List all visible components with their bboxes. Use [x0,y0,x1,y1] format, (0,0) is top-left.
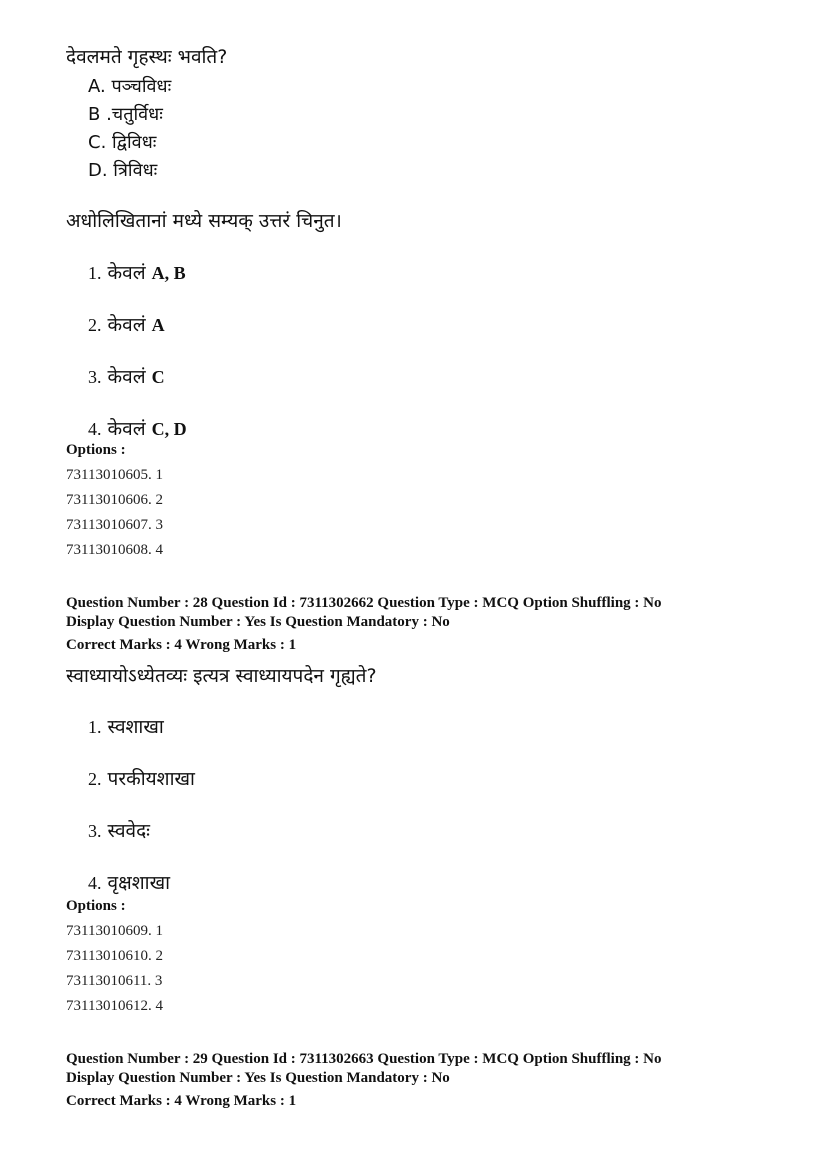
answer-number: 1. [88,263,102,283]
answer-number: 3. [88,367,102,387]
q27-instruction: अधोलिखितानां मध्ये सम्यक् उत्तरं चिनुत। [66,210,342,232]
answer-number: 1. [88,717,102,737]
answer-number: 2. [88,769,102,789]
q27-answer-3 [88,363,165,389]
q27-answer-4 [88,415,187,441]
q28-meta-line-2: Display Question Number : Yes Is Question Mandatory : No [66,614,450,630]
q28-answer-3 [88,817,150,843]
q27-sub-option-c: C. द्विविधः [88,132,157,153]
answer-text: स्वशाखा [107,716,164,738]
q27-question: देवलमते गृहस्थः भवति? [66,46,228,68]
answer-number: 4. [88,419,102,439]
answer-letters: A [151,315,165,335]
q28-option-id-1: 73113010609. 1 [66,923,163,939]
answer-number: 3. [88,821,102,841]
q27-sub-option-a: A. पञ्चविधः [88,76,172,97]
answer-letters: C [151,367,165,387]
q27-option-id-3: 73113010607. 3 [66,517,163,533]
q28-option-id-4: 73113010612. 4 [66,998,163,1014]
answer-letters: A, B [151,263,186,283]
q28-option-id-3: 73113010611. 3 [66,973,163,989]
q27-option-id-1: 73113010605. 1 [66,467,163,483]
q27-answer-1 [88,259,186,285]
q27-option-id-2: 73113010606. 2 [66,492,163,508]
q27-sub-option-b: B .चतुर्विधः [88,104,163,125]
answer-letters: C, D [151,419,187,439]
q28-answer-2 [88,765,195,791]
answer-word: केवलं [107,314,146,336]
q28-answer-1 [88,713,164,739]
q27-options-label: Options : [66,442,126,458]
q28-option-id-2: 73113010610. 2 [66,948,163,964]
answer-text: परकीयशाखा [107,768,195,790]
q29-meta-line-2: Display Question Number : Yes Is Question Mandatory : No [66,1070,450,1086]
q28-options-label: Options : [66,898,126,914]
answer-text: वृक्षशाखा [107,872,171,894]
answer-number: 2. [88,315,102,335]
q28-question: स्वाध्यायोऽध्येतव्यः इत्यत्र स्वाध्यायपदेन गृह्यते? [66,665,377,687]
answer-word: केवलं [107,418,146,440]
q27-answer-2 [88,311,165,337]
q27-option-id-4: 73113010608. 4 [66,542,163,558]
q28-meta-line-3: Correct Marks : 4 Wrong Marks : 1 [66,637,297,653]
q29-meta-line-3: Correct Marks : 4 Wrong Marks : 1 [66,1093,297,1109]
answer-word: केवलं [107,366,146,388]
q28-meta-line-1: Question Number : 28 Question Id : 7311302662 Question Type : MCQ Option Shuffling : No [66,595,662,611]
answer-text: स्ववेदः [107,820,150,842]
answer-number: 4. [88,873,102,893]
q28-answer-4 [88,869,170,895]
answer-word: केवलं [107,262,146,284]
q27-sub-option-d: D. त्रिविधः [88,160,158,181]
q29-meta-line-1: Question Number : 29 Question Id : 7311302663 Question Type : MCQ Option Shuffling : No [66,1051,662,1067]
